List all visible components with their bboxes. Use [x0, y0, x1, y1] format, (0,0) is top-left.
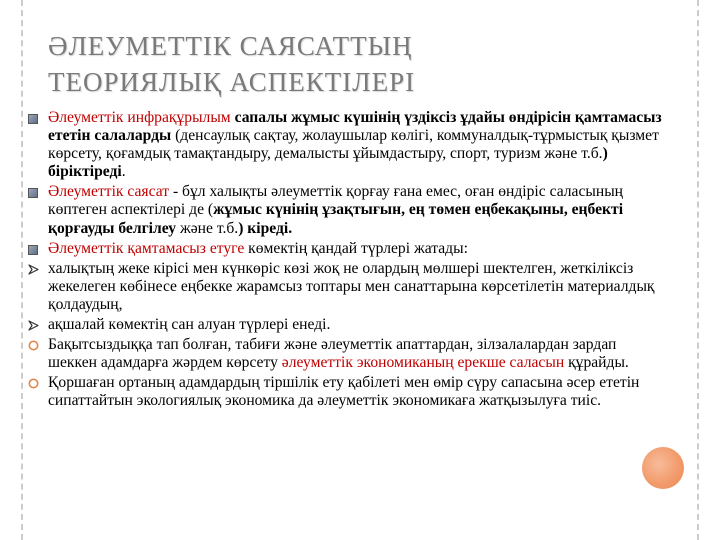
title-line-1: ӘЛЕУМЕТТІК САЯСАТТЫҢ — [48, 31, 413, 61]
term-social-security: Әлеуметтік қамтамасыз етуге — [48, 239, 245, 257]
item-text: Бақытсыздыққа тап болған, табиғи және әлеуметтік апаттардан, зілзалалардан зардап шеккен адамдарға жәрдем көрсету — [48, 336, 617, 372]
term-social-economy: әлеуметтік экономиканың ерекше саласын — [281, 354, 565, 372]
item-text: және т.б. — [176, 219, 239, 237]
decorative-orange-circle — [642, 447, 684, 489]
title-line-2: ТЕОРИЯЛЫҚ АСПЕКТІЛЕРІ — [48, 67, 416, 97]
list-item — [28, 260, 668, 314]
list-item — [28, 316, 668, 334]
item-text: жұмыс күнінің ұзақтығын, ең төмен еңбекақыны, еңбекті қорғауды белгілеу — [48, 201, 624, 237]
arrow-bullet-icon — [28, 320, 38, 330]
term-social-policy: Әлеуметтік саясат — [48, 183, 170, 201]
item-text: сапалы жұмыс күшінің үздіксіз ұдайы өндірісін қамтамасыз ететін салаларды — [48, 109, 662, 145]
item-text: . — [121, 163, 126, 181]
circle-bullet-icon — [28, 340, 38, 350]
item-text: көмектің қандай түрлері жатады: — [244, 239, 468, 257]
item-text: халықтың жеке кірісі мен күнкөріс көзі жоқ не олардың мөлшері шектелген, жеткіліксіз жекелеген көбінесе еңбекке жарамсыз топтары мен санаттарына көрсетілетін материалдық қолдаудың, — [48, 259, 655, 313]
item-text: ақшалай көмектің сан алуан түрлері енеді. — [48, 316, 331, 334]
square-bullet-icon — [28, 114, 38, 124]
arrow-bullet-icon — [28, 264, 38, 274]
item-text: ) кіреді. — [238, 219, 293, 237]
list-item — [28, 374, 668, 410]
item-text: Қоршаған ортаның адамдардың тіршілік ету қабілеті мен өмір сүру сапасына әсер ететін сипаттайтын экологиялық экономика да әлеуметтік экономикаға жатқызылуға тиіс. — [48, 374, 640, 410]
list-item — [28, 183, 668, 237]
item-text: - бұл халықты әлеуметтік қорғау ғана емес, оған өндіріс саласының көптеген аспектілері де ( — [48, 183, 624, 219]
list-item — [28, 109, 668, 181]
circle-bullet-icon — [28, 378, 38, 388]
right-dashed-rule — [697, 0, 699, 540]
left-dashed-rule — [21, 0, 23, 540]
list-item — [28, 336, 668, 372]
square-bullet-icon — [28, 245, 38, 255]
item-text: құрайды. — [564, 354, 629, 372]
list-item — [28, 240, 668, 258]
item-text: (денсаулық сақтау, жолаушылар көлігі, коммуналдық-тұрмыстық қызмет көрсету, қоғамдық тамақтандыру, демалысты ұйымдастыру, спорт, туризм және т.б. — [48, 127, 659, 163]
bullet-list — [28, 109, 668, 413]
slide-title — [48, 28, 668, 100]
square-bullet-icon — [28, 188, 38, 198]
item-text: ) біріктіреді — [48, 145, 608, 181]
term-social-infrastructure: Әлеуметтік инфрақұрылым — [48, 109, 231, 126]
